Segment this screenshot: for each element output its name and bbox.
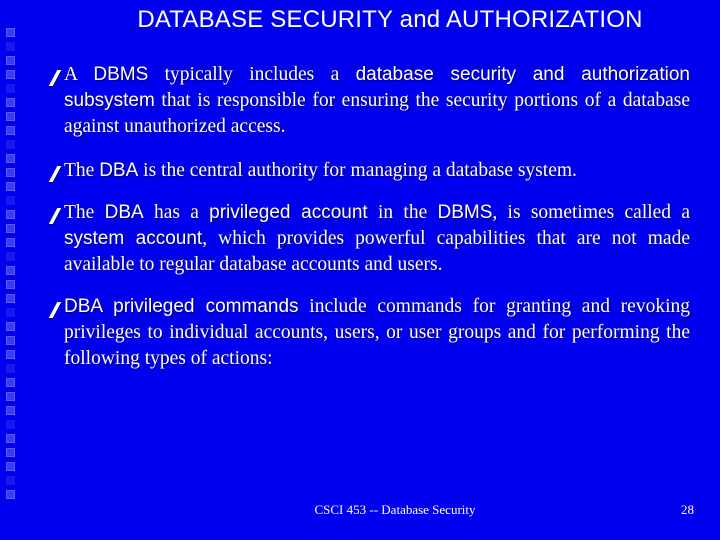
bullet-text: The [64,160,100,181]
decor-square [6,70,15,79]
bullet-term: database security and authorization subsystem [64,64,690,111]
bullet-text: typically includes a [148,64,356,85]
bullet-text: A [64,64,94,85]
decor-square [6,420,15,429]
decor-square [6,462,15,471]
bullet-item [64,62,690,140]
bullet-text: that is responsible for ensuring the security portions of a database against unauthorized access. [64,90,690,137]
bullet-item [64,158,690,184]
decor-square [6,112,15,121]
slide-title: DATABASE SECURITY and AUTHORIZATION [137,6,643,33]
decor-square [6,238,15,247]
bullet-item [64,294,690,372]
decor-square [6,448,15,457]
decor-square [6,182,15,191]
decor-square [6,98,15,107]
decor-square [6,126,15,135]
decor-square [6,196,15,205]
decor-square [6,84,15,93]
bullet-text: include commands for granting and revoking privileges to individual accounts, users, or user groups and for performing the following types of actions: [64,296,691,369]
decor-square [6,168,15,177]
bullet-term: DBA [104,202,144,223]
decor-square [6,322,15,331]
decor-square [6,42,15,51]
decor-square [6,364,15,373]
bullet-term: privileged account [209,202,368,223]
slash-bullet-icon [49,166,62,182]
decor-square [6,294,15,303]
slash-bullet-icon [49,208,62,224]
bullet-term: DBA privileged commands [64,296,299,317]
decor-square [6,140,15,149]
bullet-text: , which provides powerful capabilities that are not made available to regular database accounts and users. [64,228,690,275]
decorative-square-column [0,28,22,504]
bullet-list [64,62,690,372]
bullet-item [64,200,690,278]
decor-square [6,56,15,65]
bullet-text: is the central authority for managing a database system. [138,160,577,181]
decor-square [6,280,15,289]
decor-square [6,252,15,261]
decor-square [6,392,15,401]
footer-course-label: CSCI 453 -- Database Security [314,502,476,517]
decor-square [6,406,15,415]
decor-square [6,154,15,163]
decor-square [6,476,15,485]
bullet-text: in the [367,202,438,223]
decor-square [6,490,15,499]
decor-square [6,210,15,219]
slash-bullet-icon [49,70,62,86]
bullet-term: DBA [99,160,139,181]
decor-square [6,224,15,233]
bullet-text: has a [143,202,210,223]
decor-square [6,308,15,317]
decor-square [6,350,15,359]
decor-square [6,434,15,443]
slash-bullet-icon [49,302,62,318]
decor-square [6,336,15,345]
page-number: 28 [681,502,694,517]
decor-square [6,378,15,387]
bullet-term: DBMS [93,64,149,85]
decor-square [6,266,15,275]
bullet-term: system account [64,228,203,249]
bullet-text: , is sometimes called a [492,202,690,223]
bullet-text: The [64,202,105,223]
bullet-term: DBMS [437,202,493,223]
